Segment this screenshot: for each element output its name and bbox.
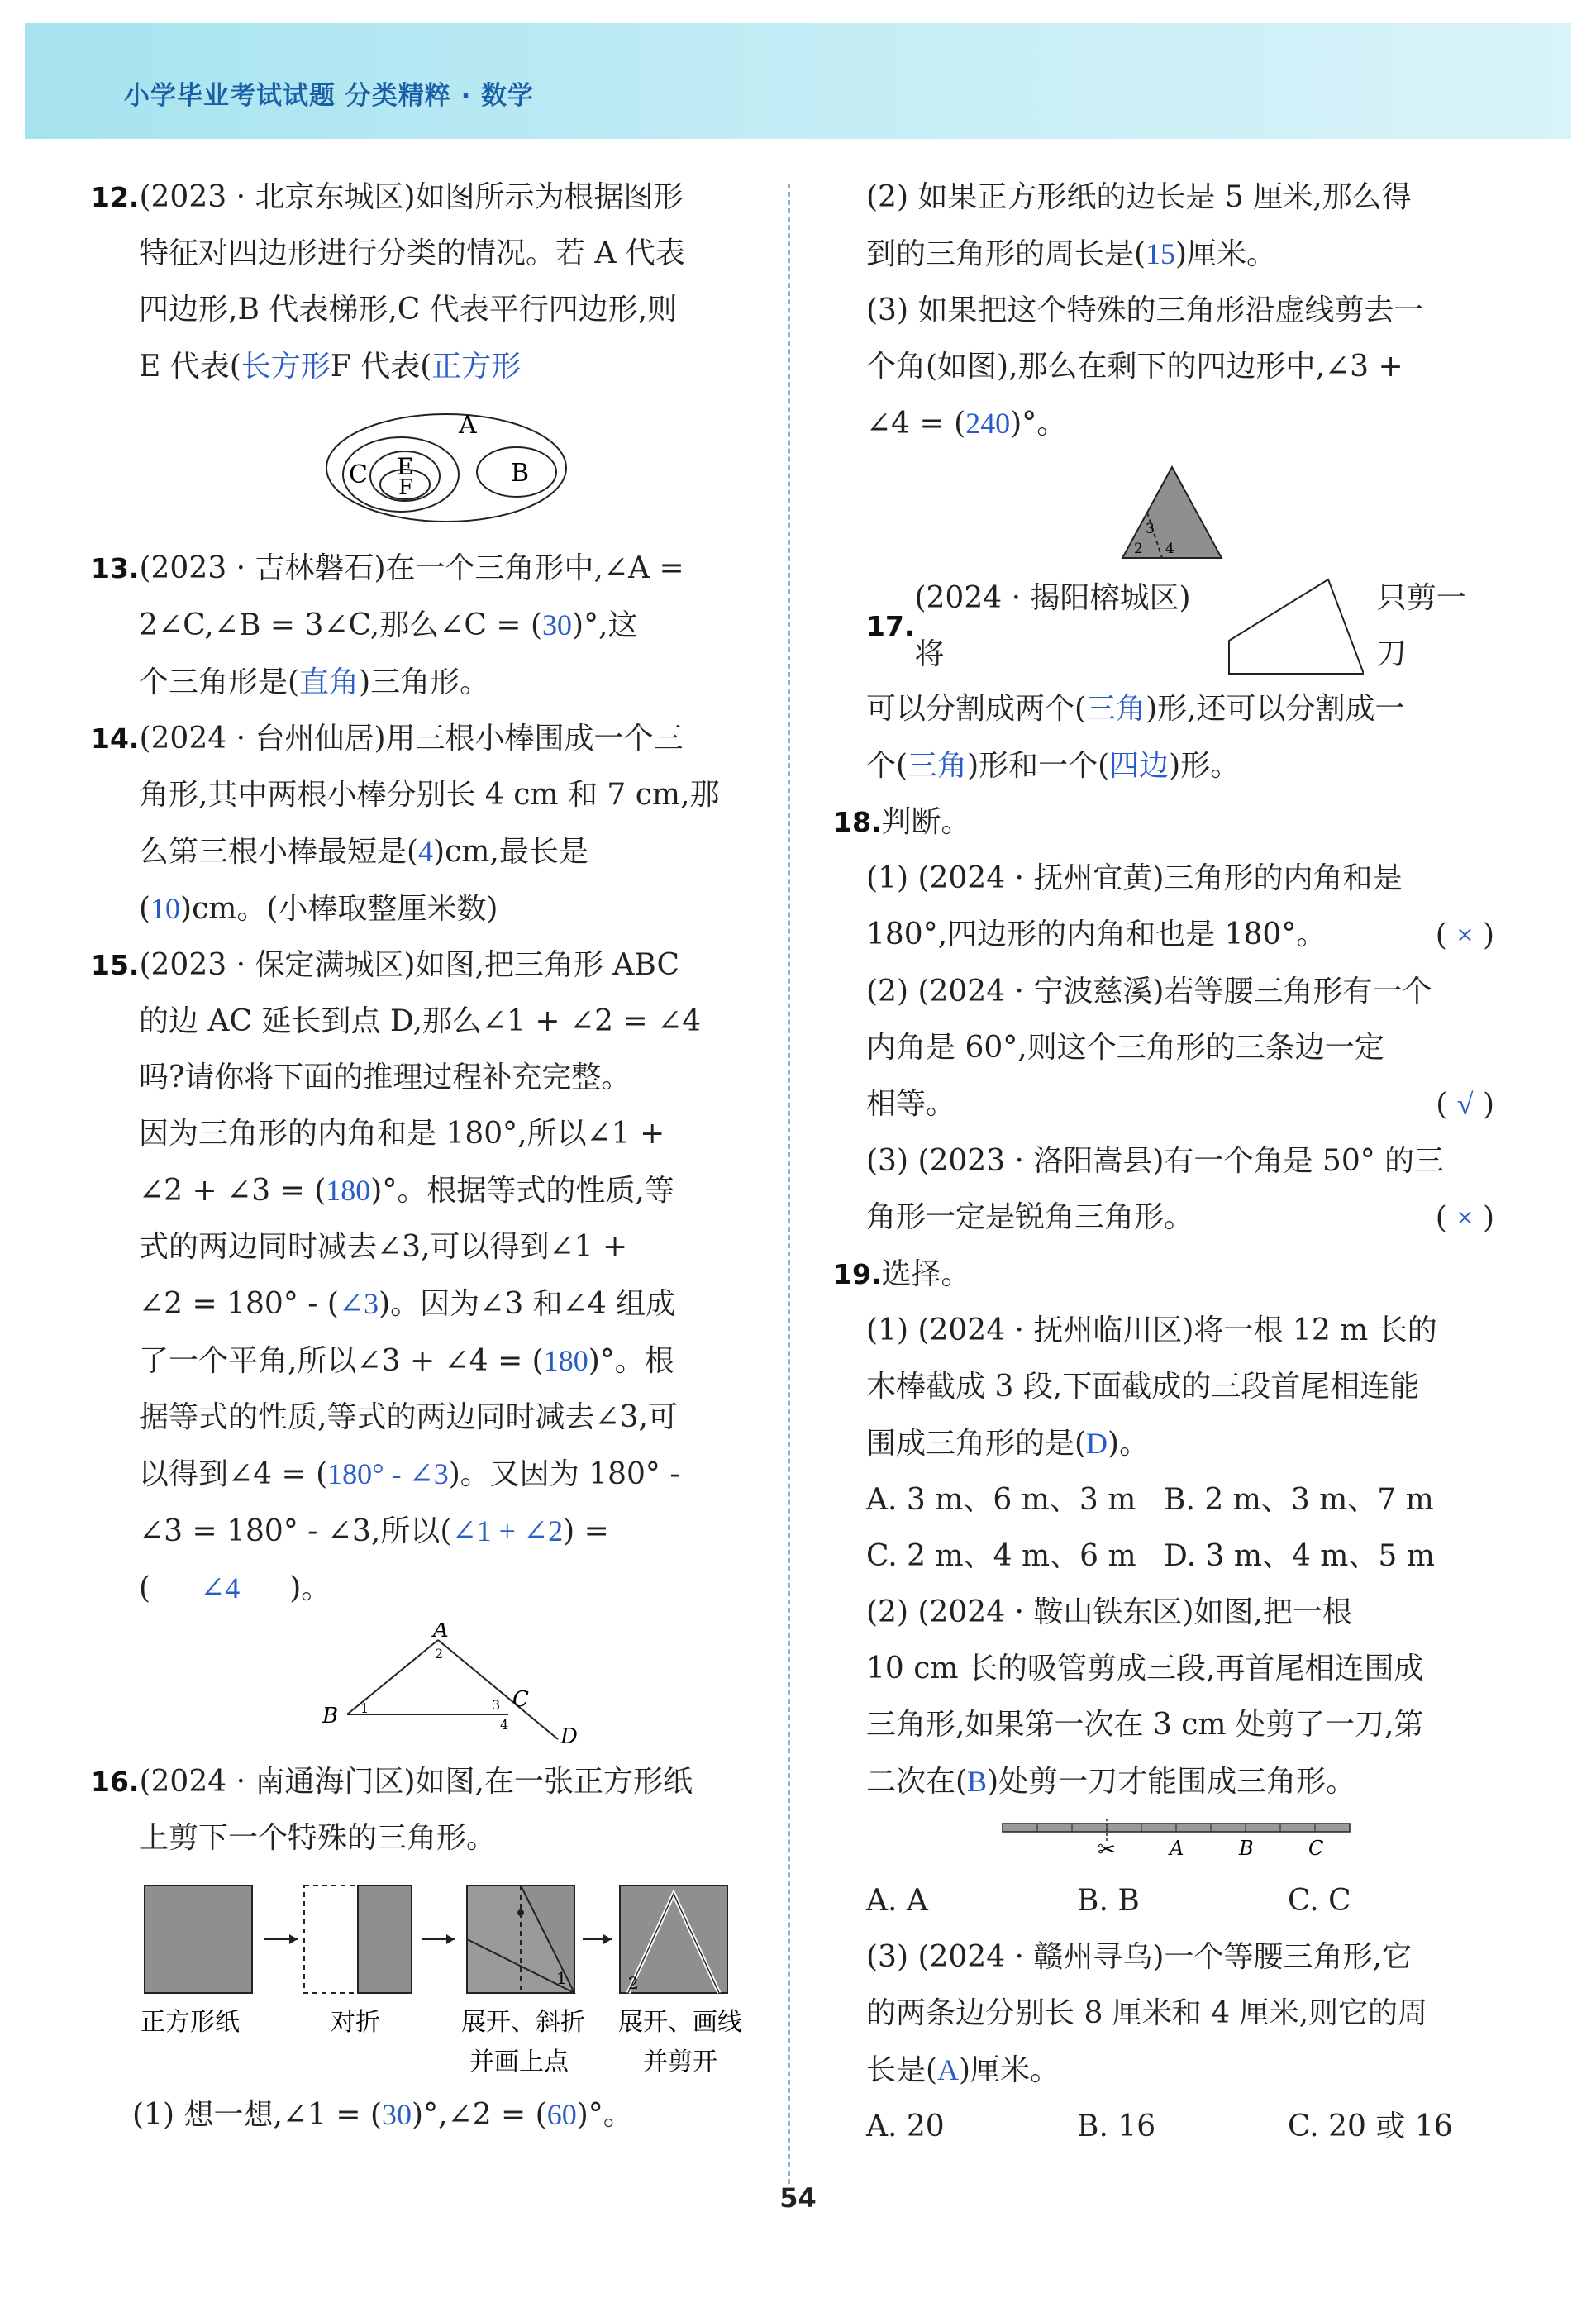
- straw-label-c: C: [1308, 1837, 1324, 1860]
- q16-s3-post: )°。: [1010, 407, 1067, 441]
- q12-venn-diagram: [322, 402, 587, 534]
- q17-l3-mid: )形和一个(: [967, 749, 1110, 783]
- small-angle-4: 4: [1165, 541, 1174, 557]
- q15-l7-post: )。因为∠3 和∠4 组成: [379, 1287, 676, 1321]
- q15-line3: 吗?请你将下面的推理过程补充完整。: [139, 1061, 631, 1094]
- q19-s2-options: [866, 1873, 1494, 1929]
- q19-s1-options-row2: [866, 1528, 1494, 1585]
- q16-s3-line2: 个角(如图),那么在剩下的四边形中,∠3 +: [866, 350, 1403, 384]
- q18-s1-line1: (1) (2024 · 抚州宜黄)三角形的内角和是: [866, 861, 1403, 895]
- q13-number: 13.: [91, 552, 140, 584]
- q15-l11-post: ) =: [563, 1514, 609, 1548]
- q12-f-pre: F 代表(: [330, 350, 432, 384]
- q15-line1: (2023 · 保定满城区)如图,把三角形 ABC: [139, 948, 680, 982]
- q16-s3-line1: (3) 如果把这个特殊的三角形沿虚线剪去一: [866, 293, 1424, 327]
- q19-s1-option-a: A. 3 m、6 m、3 m: [866, 1483, 1136, 1517]
- q15-l5-pre: ∠2 + ∠3 = (: [139, 1174, 326, 1208]
- q18-answer-2: √: [1456, 1088, 1474, 1121]
- q19-s1-line2: 木棒截成 3 段,下面截成的三段首尾相连能: [866, 1370, 1420, 1404]
- q17-pre: (2024 · 揭阳榕城区)将: [914, 581, 1191, 671]
- q19-number: 19.: [833, 1258, 882, 1290]
- tri-angle-3: 3: [492, 1697, 501, 1713]
- q12-e-answer: 长方形: [241, 350, 331, 383]
- q18-title: 判断。: [881, 805, 971, 839]
- q13-l3-post: )三角形。: [359, 665, 490, 699]
- q16-cut-triangle: [1114, 459, 1246, 566]
- q13-l3-pre: 个三角形是(: [139, 665, 300, 699]
- question-12: [91, 169, 756, 534]
- straw-label-b: B: [1239, 1837, 1254, 1860]
- q16-s1-mid: )°,∠2 = (: [412, 2098, 547, 2132]
- q17-l2-post: )形,还可以分割成一: [1146, 692, 1405, 726]
- q19-s1-options-row1: [866, 1472, 1494, 1528]
- q19-s3-option-a: A. 20: [866, 2110, 945, 2143]
- tri-label-d: D: [560, 1724, 578, 1747]
- q16-answer-1: 30: [382, 2098, 412, 2131]
- q19-s1-post: )。: [1108, 1427, 1150, 1461]
- q16-figure: [91, 1873, 756, 2080]
- q19-s2-post: )处剪一刀才能围成三角形。: [987, 1765, 1356, 1799]
- q17-answer-1: 三角: [1086, 692, 1146, 725]
- question-19: [833, 1247, 1494, 2155]
- q19-s3-line2: 的两条边分别长 8 厘米和 4 厘米,则它的周: [866, 1996, 1428, 2030]
- tri-label-c: C: [512, 1687, 529, 1712]
- q19-straw-figure: [866, 1817, 1494, 1867]
- q19-s1-option-d: D. 3 m、4 m、5 m: [1164, 1539, 1435, 1573]
- venn-label-f: F: [398, 475, 414, 500]
- q12-number: 12.: [91, 181, 140, 213]
- tri-angle-2: 2: [435, 1646, 444, 1662]
- q19-s3-pre: 长是(: [866, 2053, 938, 2087]
- q19-s2-line3: 三角形,如果第一次在 3 cm 处剪了一刀,第: [866, 1708, 1424, 1742]
- q19-s2-option-b: B. B: [1077, 1884, 1140, 1918]
- q15-answer-2: ∠3: [338, 1287, 379, 1320]
- q15-l10-pre: 以得到∠4 = (: [139, 1457, 328, 1491]
- q16-line2: 上剪下一个特殊的三角形。: [139, 1821, 497, 1855]
- venn-label-a: A: [459, 411, 477, 440]
- q15-answer-6: ∠4: [200, 1571, 241, 1604]
- q18-s2-line2: 内角是 60°,则这个三角形的三条边一定: [866, 1031, 1384, 1065]
- left-column: [91, 169, 756, 2143]
- q16-fold-sequence: [91, 1873, 756, 2080]
- q17-l3-post: )形。: [1169, 749, 1241, 783]
- q16-answer-3: 15: [1146, 237, 1176, 270]
- q19-s2-option-a: A. A: [866, 1884, 928, 1918]
- q15-answer-3: 180: [543, 1344, 588, 1377]
- q18-answer-3: ×: [1456, 1201, 1474, 1234]
- q12-f-answer: 正方形: [431, 350, 522, 383]
- q13-line1: (2023 · 吉林磐石)在一个三角形中,∠A =: [139, 551, 684, 585]
- q15-l8-post: )°。根: [588, 1344, 674, 1378]
- caption-fold: 对折: [331, 2008, 380, 2037]
- q16-s1-pre: (1) 想一想,∠1 = (: [132, 2098, 383, 2132]
- q14-l3-pre: 么第三根小棒最短是(: [139, 835, 419, 869]
- q18-s3-line1: (3) (2023 · 洛阳嵩县)有一个角是 50° 的三: [866, 1144, 1445, 1178]
- q19-s3-option-c: C. 20 或 16: [1288, 2110, 1453, 2143]
- question-13: [91, 541, 756, 711]
- q18-s3-line2: 角形一定是锐角三角形。: [866, 1200, 1194, 1234]
- q15-l5-post: )°。根据等式的性质,等: [370, 1174, 674, 1208]
- q15-line9: 据等式的性质,等式的两边同时减去∠3,可: [139, 1400, 678, 1434]
- q19-s3-option-b: B. 16: [1077, 2110, 1156, 2143]
- q12-figure: [91, 402, 756, 534]
- venn-label-c: C: [349, 460, 368, 489]
- q19-s1-line1: (1) (2024 · 抚州临川区)将一根 12 m 长的: [866, 1313, 1437, 1347]
- q19-s3-post: )厘米。: [959, 2053, 1060, 2087]
- question-14: [91, 711, 756, 937]
- q14-answer-1: 4: [418, 835, 434, 868]
- q15-figure: [91, 1623, 756, 1747]
- q15-line4: 因为三角形的内角和是 180°,所以∠1 +: [139, 1117, 665, 1151]
- q15-l11-pre: ∠3 = 180° - ∠3,所以(: [139, 1514, 452, 1548]
- q19-answer-2: B: [967, 1765, 988, 1798]
- q17-l2-pre: 可以分割成两个(: [866, 692, 1087, 726]
- q16-s2-line1: (2) 如果正方形纸的边长是 5 厘米,那么得: [866, 180, 1412, 214]
- q16-line1: (2024 · 南通海门区)如图,在一张正方形纸: [139, 1765, 693, 1799]
- q17-first-line: [866, 573, 1494, 680]
- tri-label-a: A: [433, 1623, 449, 1642]
- q17-post: 只剪一刀: [1376, 581, 1466, 671]
- q13-l2-post: )°,这: [572, 608, 638, 642]
- caption-cut: 并剪开: [643, 2048, 717, 2076]
- column-divider: [788, 184, 790, 2184]
- q15-l12-post: )。: [289, 1571, 331, 1605]
- q19-s1-option-c: C. 2 m、4 m、6 m: [866, 1539, 1136, 1573]
- venn-label-b: B: [511, 459, 530, 488]
- small-angle-3: 3: [1146, 521, 1155, 537]
- q14-number: 14.: [91, 722, 140, 755]
- q14-line2: 角形,其中两根小棒分别长 4 cm 和 7 cm,那: [139, 778, 720, 812]
- q14-l3-post: )cm,最长是: [433, 835, 588, 869]
- q17-quadrilateral: [1217, 573, 1364, 680]
- q18-s2-line1: (2) (2024 · 宁波慈溪)若等腰三角形有一个: [866, 975, 1432, 1008]
- q12-e-pre: E 代表(: [139, 350, 241, 384]
- q16-small-figure: [866, 459, 1494, 566]
- question-17: [866, 573, 1494, 794]
- q19-s2-option-c: C. C: [1288, 1884, 1351, 1918]
- q16-answer-2: 60: [546, 2098, 577, 2131]
- q15-number: 15.: [91, 949, 140, 981]
- page-header-title: 小学毕业考试试题 分类精粹 · 数学: [124, 81, 535, 111]
- q13-l2-pre: 2∠C,∠B = 3∠C,那么∠C = (: [139, 608, 543, 642]
- caption-draw-point: 并画上点: [469, 2048, 569, 2076]
- q12-line1: (2023 · 北京东城区)如图所示为根据图形: [139, 180, 684, 214]
- q19-s1-pre: 围成三角形的是(: [866, 1427, 1087, 1461]
- question-16-continued: [866, 169, 1494, 566]
- q15-l8-pre: 了一个平角,所以∠3 + ∠4 = (: [139, 1344, 544, 1378]
- fold-angle-2: 2: [628, 1973, 639, 1993]
- q14-answer-2: 10: [150, 892, 181, 925]
- q16-s3-pre: ∠4 = (: [866, 407, 966, 441]
- q15-triangle-diagram: [314, 1623, 595, 1747]
- q19-straw-diagram: [998, 1817, 1354, 1867]
- q16-answer-4: 240: [965, 407, 1011, 440]
- page-number: 54: [779, 2182, 817, 2214]
- q18-number: 18.: [833, 806, 882, 838]
- q16-s1-post: )°。: [576, 2098, 633, 2132]
- scissors-icon: ✂: [1098, 1838, 1116, 1862]
- q17-l3-pre: 个(: [866, 749, 908, 783]
- q18-answer-1: ×: [1456, 918, 1474, 951]
- q19-s3-line1: (3) (2024 · 赣州寻乌)一个等腰三角形,它: [866, 1940, 1412, 1974]
- q14-l4-post: )cm。(小棒取整厘米数): [180, 892, 498, 926]
- tri-label-b: B: [322, 1704, 339, 1728]
- q13-answer-1: 30: [542, 608, 573, 641]
- q19-title: 选择。: [881, 1257, 971, 1291]
- q17-number: 17.: [866, 610, 915, 642]
- q15-line6: 式的两边同时减去∠3,可以得到∠1 +: [139, 1230, 628, 1264]
- q14-l4-pre: (: [139, 892, 151, 926]
- venn-label-e: E: [397, 453, 414, 480]
- q15-answer-5: ∠1 + ∠2: [451, 1514, 564, 1547]
- q14-line1: (2024 · 台州仙居)用三根小棒围成一个三: [139, 722, 684, 756]
- q19-answer-1: D: [1086, 1427, 1108, 1460]
- caption-unfold-draw: 展开、画线: [618, 2008, 742, 2037]
- q15-line2: 的边 AC 延长到点 D,那么∠1 + ∠2 = ∠4: [139, 1004, 702, 1038]
- q19-answer-3: A: [937, 2053, 960, 2086]
- q17-answer-3: 四边: [1109, 749, 1170, 782]
- straw-label-a: A: [1170, 1837, 1184, 1860]
- q16-number: 16.: [91, 1766, 140, 1798]
- q16-s2-post: )厘米。: [1175, 237, 1277, 271]
- q18-s2-line3: 相等。: [866, 1087, 956, 1121]
- caption-unfold-fold: 展开、斜折: [461, 2008, 585, 2037]
- q15-answer-4: 180° - ∠3: [327, 1457, 449, 1490]
- right-column: [833, 169, 1494, 2155]
- q19-s3-options: [866, 2099, 1494, 2155]
- tri-angle-1: 1: [360, 1700, 369, 1716]
- question-16: [91, 1754, 756, 2143]
- q15-l7-pre: ∠2 = 180° - (: [139, 1287, 339, 1321]
- q15-l12-pre: (: [139, 1571, 151, 1605]
- caption-square-paper: 正方形纸: [141, 2008, 240, 2037]
- q16-s2-pre: 到的三角形的周长是(: [866, 237, 1146, 271]
- q17-answer-2: 三角: [908, 749, 968, 782]
- q19-s2-pre: 二次在(: [866, 1765, 968, 1799]
- fold-angle-1: 1: [556, 1968, 567, 1988]
- question-15: [91, 937, 756, 1747]
- q15-answer-1: 180: [326, 1174, 371, 1207]
- q19-s2-line2: 10 cm 长的吸管剪成三段,再首尾相连围成: [866, 1652, 1424, 1685]
- question-18: 18.判断。 (1) (2024 · 抚州宜黄)三角形的内角和是 180°,四边形的内角和也是 180°。 ( × ) (2) (2024 · 宁波慈溪)若等腰三角形有一个 内角是 60°,则这个三角形的三条边一定 相等。 ( √ ) (3) (2023 · 洛阳嵩县)有一个角是 50° 的三 角形一定是锐角三角形。 ( × ): [866, 794, 1494, 1247]
- q15-l10-post: )。又因为 180° -: [448, 1457, 680, 1491]
- q19-s1-option-b: B. 2 m、3 m、7 m: [1164, 1483, 1434, 1517]
- tri-angle-4: 4: [500, 1717, 509, 1733]
- q18-s1-line2: 180°,四边形的内角和也是 180°。: [866, 918, 1327, 951]
- q19-s2-line1: (2) (2024 · 鞍山铁东区)如图,把一根: [866, 1595, 1352, 1629]
- q12-line2: 特征对四边形进行分类的情况。若 A 代表: [139, 236, 685, 270]
- q12-line3: 四边形,B 代表梯形,C 代表平行四边形,则: [139, 293, 678, 327]
- q13-answer-2: 直角: [299, 665, 360, 698]
- small-angle-2: 2: [1134, 541, 1143, 557]
